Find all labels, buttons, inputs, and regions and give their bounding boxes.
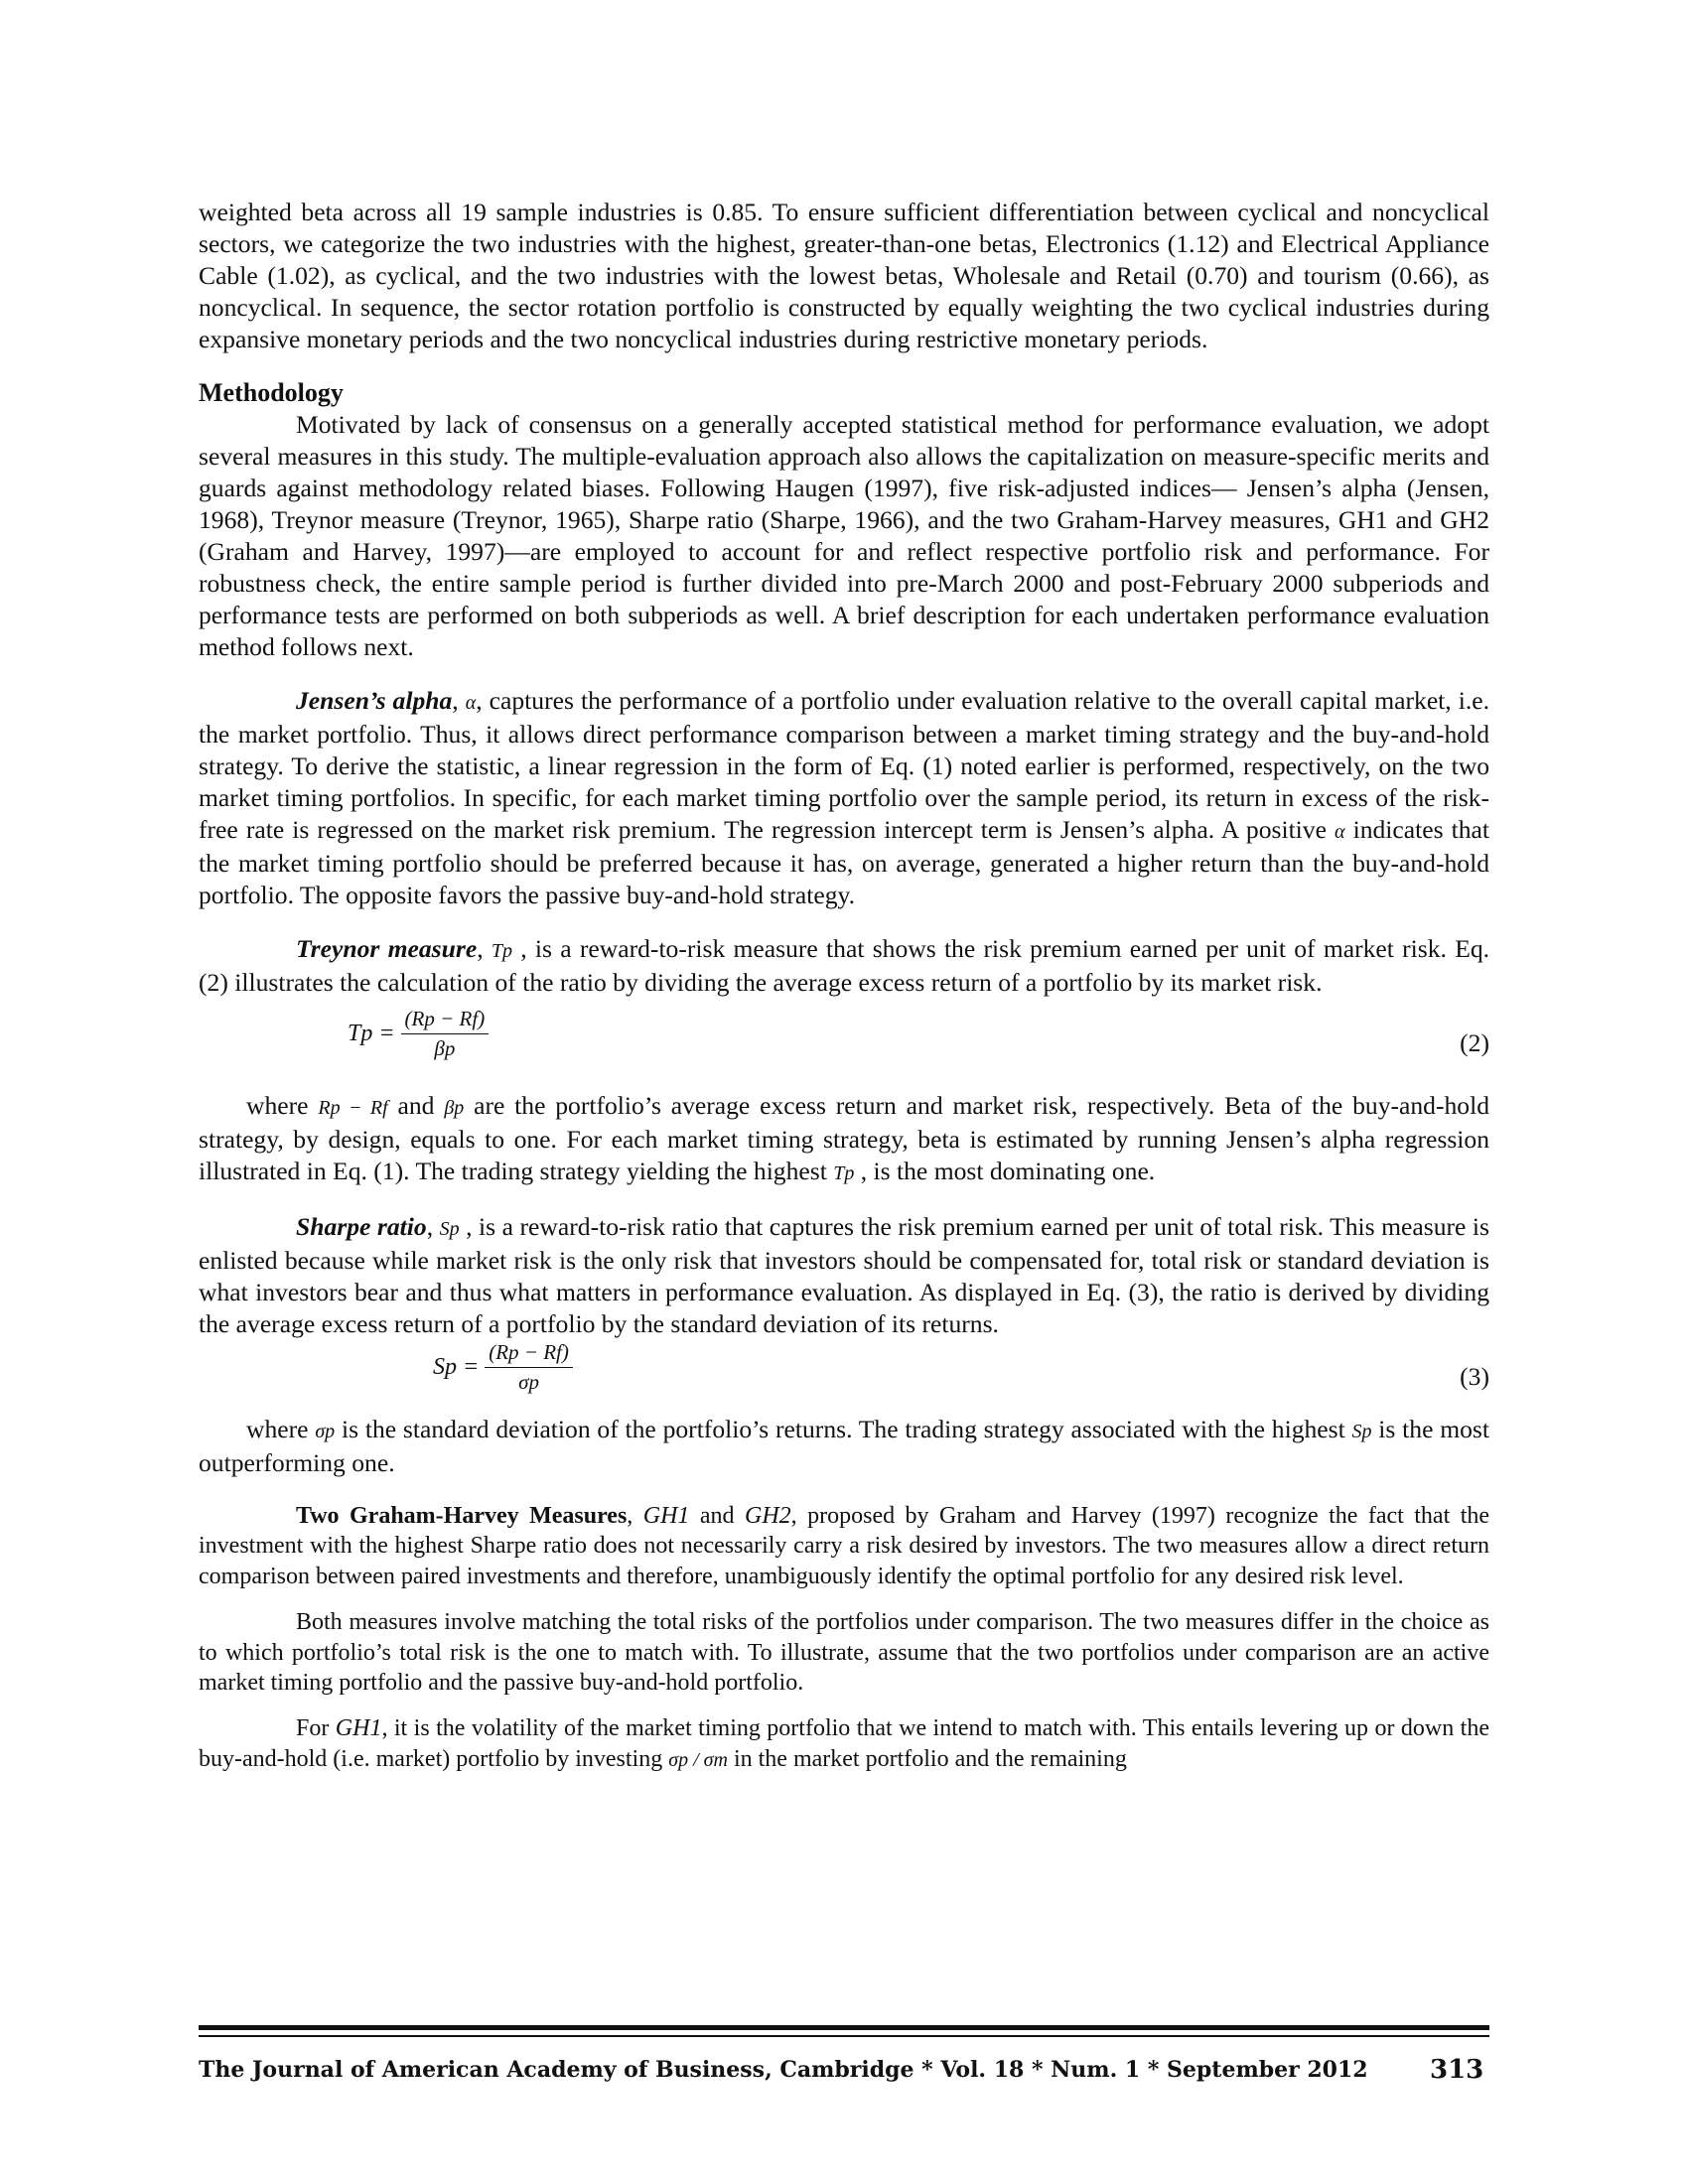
eq2-number: (2): [1460, 1028, 1489, 1057]
sharpe-where-text: is the standard deviation of the portfolio’s returns. The trading strategy associated with the highest: [335, 1415, 1352, 1443]
gh-term: Two Graham-Harvey Measures: [296, 1503, 628, 1529]
jensen-text-2: indicates that the market timing portfolio should be preferred because it has, on average, generated a higher return than the buy-and-hold portfolio. The opposite favors the passive buy-and-hold strategy.: [199, 815, 1490, 909]
gh3-text-a: For: [296, 1715, 336, 1742]
excess-return-symbol: Rp − Rf: [318, 1097, 388, 1119]
eq2-numerator: (Rp − Rf): [401, 1007, 490, 1034]
gh1-label-2: GH1: [335, 1715, 382, 1742]
treynor-where-paragraph: [199, 1090, 1489, 1189]
alpha-symbol-inline: α: [1335, 821, 1345, 843]
treynor-term: Treynor measure: [296, 934, 478, 963]
treynor-symbol: Tp: [491, 940, 512, 962]
gh1-label: GH1: [642, 1503, 690, 1529]
eq2-lhs: Tp =: [348, 1021, 395, 1046]
beta-symbol: βp: [444, 1097, 465, 1119]
page-number: 313: [1430, 2055, 1484, 2085]
eq3-denominator: σp: [518, 1370, 539, 1394]
tp-symbol: Tp: [833, 1162, 855, 1184]
jensen-paragraph: Jensen’s alpha, α, captures the performance of a portfolio under evaluation relative to the overall capital market, i.e. the market portfolio. Thus, it allows direct performance comparison between a market timing strategy and the buy-and-hold strategy. To derive the statistic, a linear regression in the form of Eq. (1) noted earlier is performed, respectively, on the two market timing portfolios. In specific, for each market timing portfolio over the sample period, its return in excess of the risk-free rate is regressed on the market risk premium. The regression intercept term is Jensen’s alpha. A positive α indicates that the market timing portfolio should be preferred because it has, on average, generated a higher return than the buy-and-hold portfolio. The opposite favors the passive buy-and-hold strategy.: [199, 686, 1490, 909]
sharpe-symbol: Sp: [439, 1218, 460, 1240]
methodology-heading: Methodology: [199, 378, 344, 407]
gh2-label: GH2: [744, 1503, 791, 1529]
sharpe-where-label: where: [246, 1415, 316, 1443]
journal-citation: The Journal of American Academy of Business, Cambridge * Vol. 18 * Num. 1 * September 2012: [199, 2057, 1368, 2083]
alpha-symbol: α: [465, 692, 477, 714]
eq3-number: (3): [1460, 1362, 1489, 1391]
page-body: [199, 197, 1489, 1775]
gh3-text-c: in the market portfolio and the remaining: [727, 1745, 1127, 1772]
gh-paragraph-3: [199, 1713, 1489, 1775]
sharpe-where-paragraph: [199, 1414, 1489, 1479]
gh3-text-b: , it is the volatility of the market timing portfolio that we intend to match with. This entails levering up or down the buy-and-hold (i.e. market) portfolio by investing: [199, 1715, 1490, 1772]
gh-paragraph-2: Both measures involve matching the total risks of the portfolios under comparison. The two measures differ in the choice as to which portfolio’s total risk is the one to match with. To illustrate, assume that the two portfolios under comparison are an active market timing portfolio and the passive buy-and-hold portfolio.: [199, 1609, 1489, 1697]
where-label: where: [246, 1091, 319, 1120]
jensen-term: Jensen’s alpha: [296, 686, 453, 715]
eq3-lhs: Sp =: [433, 1354, 480, 1380]
sigma-symbol: σp: [315, 1421, 336, 1442]
intro-paragraph: weighted beta across all 19 sample industries is 0.85. To ensure sufficient differentiation between cyclical and noncyclical sectors, we categorize the two industries with the highest, greater-than-one betas, Electronics (1.12) and Electrical Appliance Cable (1.02), as cyclical, and the two industries with the lowest betas, Wholesale and Retail (0.70) and tourism (0.66), as noncyclical. In sequence, the sector rotation portfolio is constructed by equally weighting the two cyclical industries during expansive monetary periods and the two noncyclical industries during restrictive monetary periods.: [199, 198, 1489, 353]
treynor-where-text: are the portfolio’s average excess return and market risk, respectively. Beta of the buy-and-hold strategy, by design, equals to one. For each market timing strategy, beta is estimated by running Jensen’s alpha regression illustrated in Eq. (1). The trading strategy yielding the highest: [199, 1091, 1489, 1185]
and-label: and: [387, 1091, 445, 1120]
methodology-paragraph: Motivated by lack of consensus on a generally accepted statistical method for performance evaluation, we adopt several measures in this study. The multiple-evaluation approach also allows the capitalization on measure-specific merits and guards against methodology related biases. Following Haugen (1997), five risk-adjusted indices— Jensen’s alpha (Jensen, 1968), Treynor measure (Treynor, 1965), Sharpe ratio (Sharpe, 1966), and the two Graham-Harvey measures, GH1 and GH2 (Graham and Harvey, 1997)—are employed to account for and reflect respective portfolio risk and performance. For robustness check, the entire sample period is further divided into pre-March 2000 and post-February 2000 subperiods and performance tests are performed on both subperiods as well. A brief description for each undertaken performance evaluation method follows next.: [199, 410, 1489, 661]
eq3-numerator: (Rp − Rf): [485, 1340, 573, 1368]
gh-text-1: , proposed by Graham and Harvey (1997) recognize the fact that the investment with the highest Sharpe ratio does not necessarily carry a risk desired by investors. The two measures allow a direct return comparison between paired investments and therefore, unambiguously identify the optimal portfolio for any desired risk level.: [199, 1503, 1490, 1589]
sharpe-text-1: , is a reward-to-risk ratio that captures the risk premium earned per unit of total risk. This measure is enlisted because while market risk is the only risk that investors should be compensated for, total risk or standard deviation is what investors bear and thus what matters in performance evaluation. As displayed in Eq. (3), the ratio is derived by dividing the average excess return of a portfolio by the standard deviation of its returns.: [199, 1212, 1490, 1338]
eq2-denominator: βp: [434, 1036, 456, 1060]
treynor-where-end: , is the most dominating one.: [854, 1157, 1156, 1185]
sigma-ratio-symbol: σp / σm: [668, 1748, 728, 1771]
equation-3: [199, 1340, 1489, 1414]
jensen-text-1: , captures the performance of a portfolio under evaluation relative to the overall capital market, i.e. the market portfolio. Thus, it allows direct performance comparison between a market timing strategy and the buy-and-hold strategy. To derive the statistic, a linear regression in the form of Eq. (1) noted earlier is performed, respectively, on the two market timing portfolios. In specific, for each market timing portfolio over the sample period, its return in excess of the risk-free rate is regressed on the market risk premium. The regression intercept term is Jensen’s alpha. A positive: [199, 686, 1489, 844]
sharpe-term: Sharpe ratio: [296, 1212, 427, 1241]
gh-and: and: [689, 1503, 745, 1529]
treynor-paragraph: Treynor measure, Tp , is a reward-to-risk measure that shows the risk premium earned per unit of market risk. Eq. (2) illustrates the calculation of the ratio by dividing the average excess return of a portfolio by its market risk.: [199, 934, 1490, 997]
sharpe-where-end: is the most outperforming one.: [199, 1415, 1489, 1477]
gh-paragraph-1: Two Graham-Harvey Measures, GH1 and GH2, proposed by Graham and Harvey (1997) recognize the fact that the investment with the highest Sharpe ratio does not necessarily carry a risk desired by investors. The two measures allow a direct return comparison between paired investments and therefore, unambiguously identify the optimal portfolio for any desired risk level.: [199, 1503, 1490, 1589]
footer-rule-thin: [199, 2035, 1489, 2037]
sp-symbol: Sp: [1351, 1421, 1372, 1442]
treynor-text-1: is a reward-to-risk measure that shows the risk premium earned per unit of market risk. Eq. (2) illustrates the calculation of the ratio by dividing the average excess return of a portfolio by its market risk.: [199, 934, 1490, 997]
page-footer: [199, 2057, 1489, 2089]
sharpe-paragraph: Sharpe ratio, Sp , is a reward-to-risk ratio that captures the risk premium earned per unit of total risk. This measure is enlisted because while market risk is the only risk that investors should be compensated for, total risk or standard deviation is what investors bear and thus what matters in performance evaluation. As displayed in Eq. (3), the ratio is derived by dividing the average excess return of a portfolio by the standard deviation of its returns.: [199, 1212, 1490, 1338]
footer-rule-thick: [199, 2025, 1489, 2030]
equation-2: [199, 999, 1489, 1090]
